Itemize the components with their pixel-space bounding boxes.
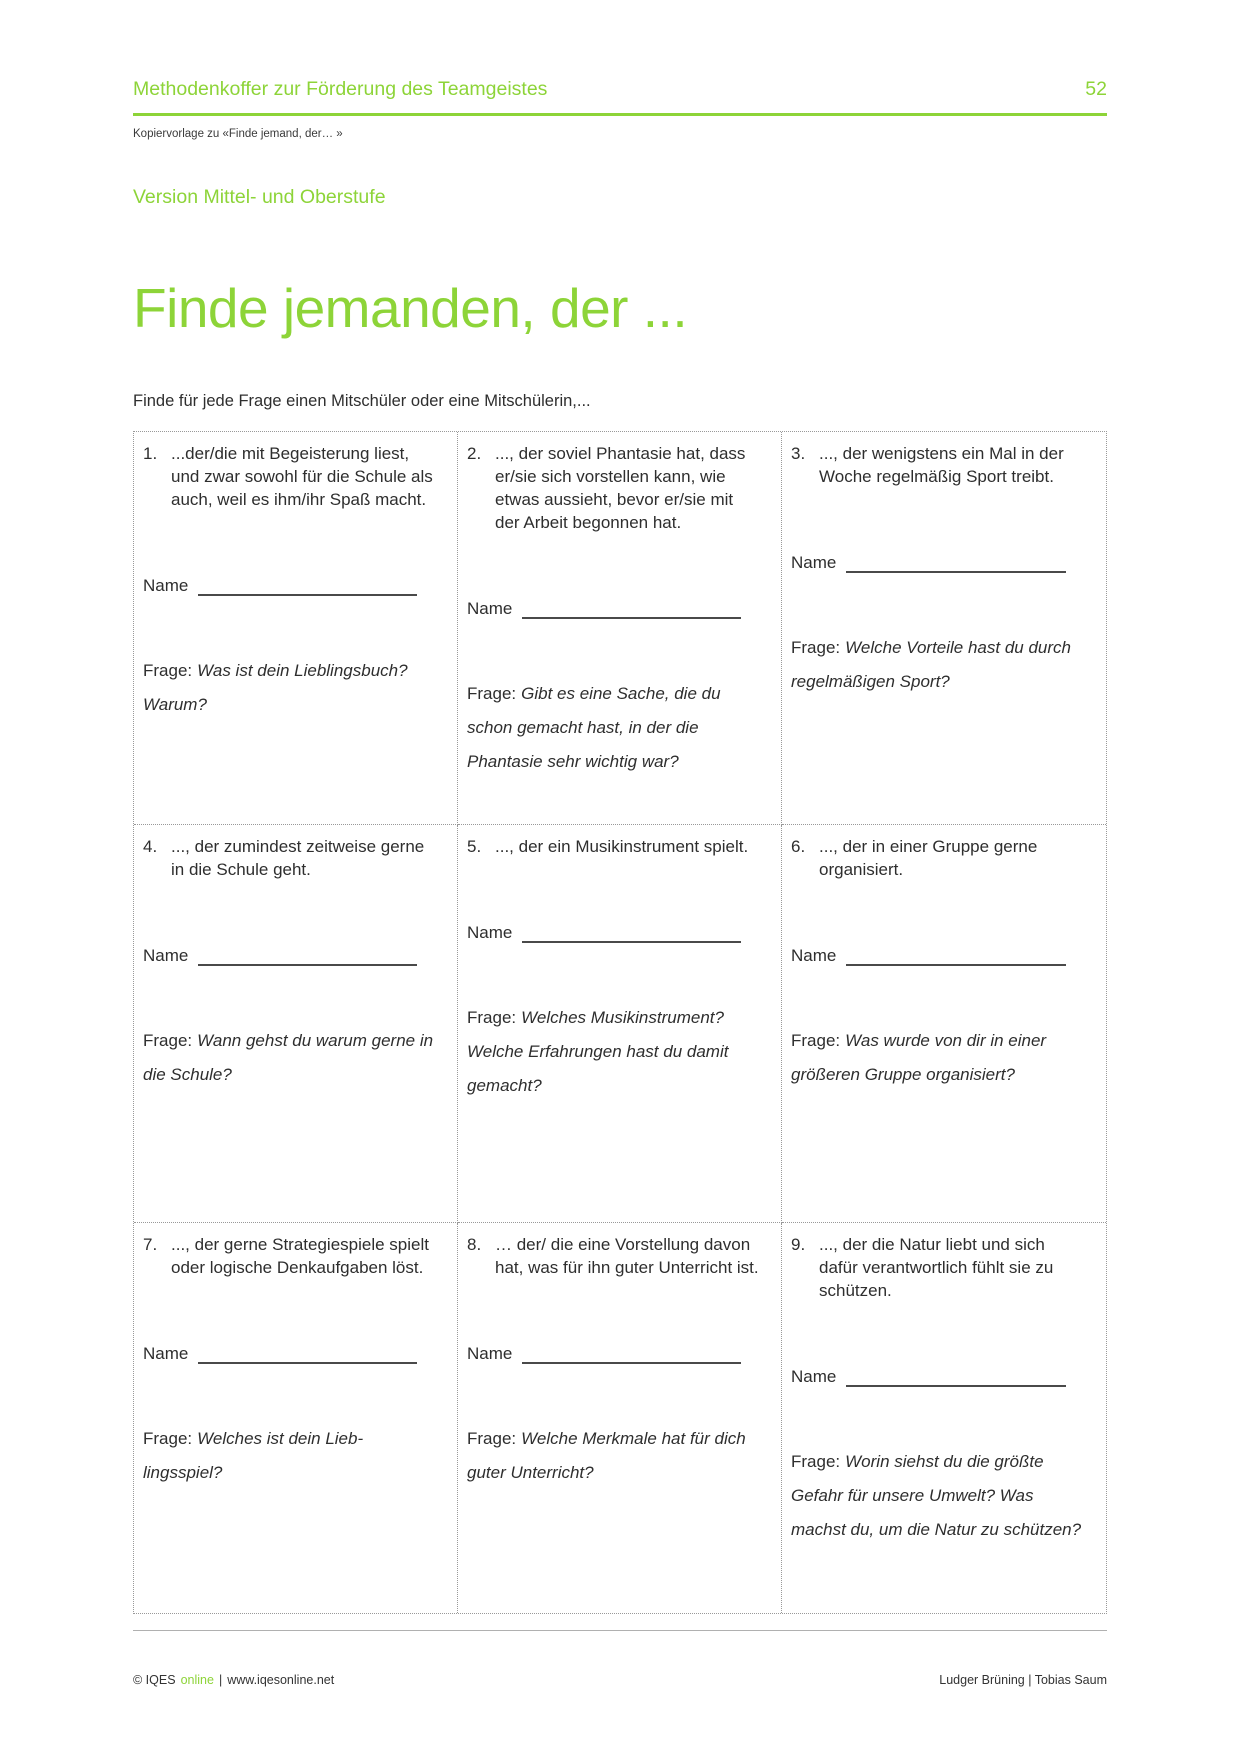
name-blank-line <box>522 922 741 943</box>
frage-question: Worin siehst du die größte Gefahr für unsere Umwelt? Was machst du, um die Natur zu schützen? <box>791 1452 1082 1539</box>
running-title: Methodenkoffer zur Förderung des Teamgeistes <box>133 78 548 100</box>
item-statement: ...der/die mit Begeisterung liest, und zwar sowohl für die Schule als auch, weil es ihm/ihr Spaß macht. <box>171 444 433 509</box>
copy-note: Kopiervorlage zu «Finde jemand, der… » <box>133 128 343 140</box>
item-statement-row <box>143 1233 437 1279</box>
item-statement: … der/ die eine Vorstellung davon hat, was für ihn guter Unterricht ist. <box>495 1235 759 1277</box>
footer-divider: | <box>218 1673 223 1687</box>
frage-label: Frage: <box>791 638 841 657</box>
question-card-3 <box>782 432 1106 825</box>
item-number: 7. <box>143 1235 158 1254</box>
name-blank-line <box>846 552 1066 573</box>
name-field <box>467 1343 761 1364</box>
frage-question: Welche Vorteile hast du durch regelmäßigen Sport? <box>791 638 1071 691</box>
name-label: Name <box>791 946 837 965</box>
page-footer <box>133 1630 1107 1687</box>
item-statement: ..., der soviel Phantasie hat, dass er/sie sich vorstellen kann, wie etwas aussieht, bevor er/sie mit der Arbeit begonnen hat. <box>495 444 746 532</box>
frage-block <box>467 1001 761 1103</box>
item-statement-row <box>467 835 761 858</box>
frage-block <box>143 1422 437 1490</box>
name-blank-line <box>846 1366 1066 1387</box>
frage-question: Wann gehst du warum gerne in die Schule? <box>143 1031 434 1084</box>
item-number: 8. <box>467 1235 482 1254</box>
item-statement-row <box>467 442 761 534</box>
frage-label: Frage: <box>143 1031 193 1050</box>
brand-online: online <box>180 1673 214 1687</box>
item-statement: ..., der zumindest zeitweise gerne in die Schule geht. <box>171 837 425 879</box>
frage-label: Frage: <box>467 684 517 703</box>
page-content <box>133 0 1107 1614</box>
page-header <box>133 0 1107 116</box>
name-label: Name <box>791 553 837 572</box>
name-label: Name <box>467 1344 513 1363</box>
item-statement-row <box>467 1233 761 1279</box>
name-blank-line <box>198 1343 417 1364</box>
item-statement: ..., der ein Musikinstrument spielt. <box>495 837 749 856</box>
frage-question: Welches Musikinstrument? Welche Erfahrungen hast du damit gemacht? <box>467 1008 729 1095</box>
name-label: Name <box>467 923 513 942</box>
name-blank-line <box>846 945 1066 966</box>
name-field <box>143 1343 437 1364</box>
version-label: Version Mittel- und Oberstufe <box>133 186 386 208</box>
question-card-4 <box>134 825 458 1223</box>
question-card-7 <box>134 1223 458 1613</box>
footer-copyright <box>133 1673 334 1687</box>
name-field <box>791 945 1086 966</box>
item-statement-row <box>791 835 1086 881</box>
page-number: 52 <box>1085 78 1107 100</box>
item-number: 2. <box>467 444 482 463</box>
frage-question: Was ist dein Lieblingsbuch? Warum? <box>143 661 408 714</box>
name-field <box>143 575 437 596</box>
name-blank-line <box>522 1343 741 1364</box>
question-card-8 <box>458 1223 782 1613</box>
name-blank-line <box>198 945 417 966</box>
item-statement: ..., der die Natur liebt und sich dafür verantwortlich fühlt sie zu schützen. <box>819 1235 1054 1300</box>
item-number: 4. <box>143 837 158 856</box>
name-field <box>791 552 1086 573</box>
frage-label: Frage: <box>791 1452 841 1471</box>
footer-authors: Ludger Brüning | Tobias Saum <box>939 1673 1107 1687</box>
item-number: 3. <box>791 444 806 463</box>
question-card-9 <box>782 1223 1106 1613</box>
footer-url: www.iqesonline.net <box>227 1673 335 1687</box>
item-number: 5. <box>467 837 482 856</box>
question-card-5 <box>458 825 782 1223</box>
frage-block <box>791 631 1086 699</box>
question-card-1 <box>134 432 458 825</box>
name-label: Name <box>143 946 189 965</box>
item-statement-row <box>791 1233 1086 1302</box>
intro-text: Finde für jede Frage einen Mitschüler oder eine Mitschülerin,... <box>133 392 591 410</box>
frage-label: Frage: <box>143 1429 193 1448</box>
document-title: Finde jemanden, der ... <box>133 277 688 339</box>
question-card-6 <box>782 825 1106 1223</box>
frage-label: Frage: <box>791 1031 841 1050</box>
name-field <box>143 945 437 966</box>
name-blank-line <box>522 598 741 619</box>
item-number: 1. <box>143 444 158 463</box>
frage-block <box>467 1422 761 1490</box>
name-blank-line <box>198 575 417 596</box>
name-field <box>791 1366 1086 1387</box>
item-statement: ..., der in einer Gruppe gerne organisiert. <box>819 837 1038 879</box>
item-statement: ..., der gerne Strategiespiele spielt oder logische Denkaufgaben löst. <box>171 1235 429 1277</box>
item-statement-row <box>791 442 1086 488</box>
question-grid <box>133 431 1107 1614</box>
name-label: Name <box>143 576 189 595</box>
frage-question: Welches ist dein Lieblingsspiel? <box>143 1429 364 1482</box>
frage-label: Frage: <box>467 1008 517 1027</box>
frage-label: Frage: <box>143 661 193 680</box>
question-card-2 <box>458 432 782 825</box>
frage-block <box>143 654 437 722</box>
name-label: Name <box>143 1344 189 1363</box>
name-label: Name <box>467 599 513 618</box>
frage-question: Was wurde von dir in einer größeren Gruppe organisiert? <box>791 1031 1047 1084</box>
name-field <box>467 922 761 943</box>
frage-block <box>791 1445 1086 1547</box>
frage-label: Frage: <box>467 1429 517 1448</box>
copyright-text: © IQES <box>133 1673 176 1687</box>
frage-question: Gibt es eine Sache, die du schon gemacht hast, in der die Phantasie sehr wichtig war? <box>467 684 721 771</box>
name-label: Name <box>791 1367 837 1386</box>
item-number: 9. <box>791 1235 806 1254</box>
frage-block <box>467 677 761 779</box>
name-field <box>467 598 761 619</box>
item-number: 6. <box>791 837 806 856</box>
frage-block <box>143 1024 437 1092</box>
frage-question: Welche Merkmale hat für dich guter Unterricht? <box>467 1429 746 1482</box>
item-statement-row <box>143 442 437 511</box>
item-statement: ..., der wenigstens ein Mal in der Woche regelmäßig Sport treibt. <box>819 444 1064 486</box>
frage-block <box>791 1024 1086 1092</box>
item-statement-row <box>143 835 437 881</box>
